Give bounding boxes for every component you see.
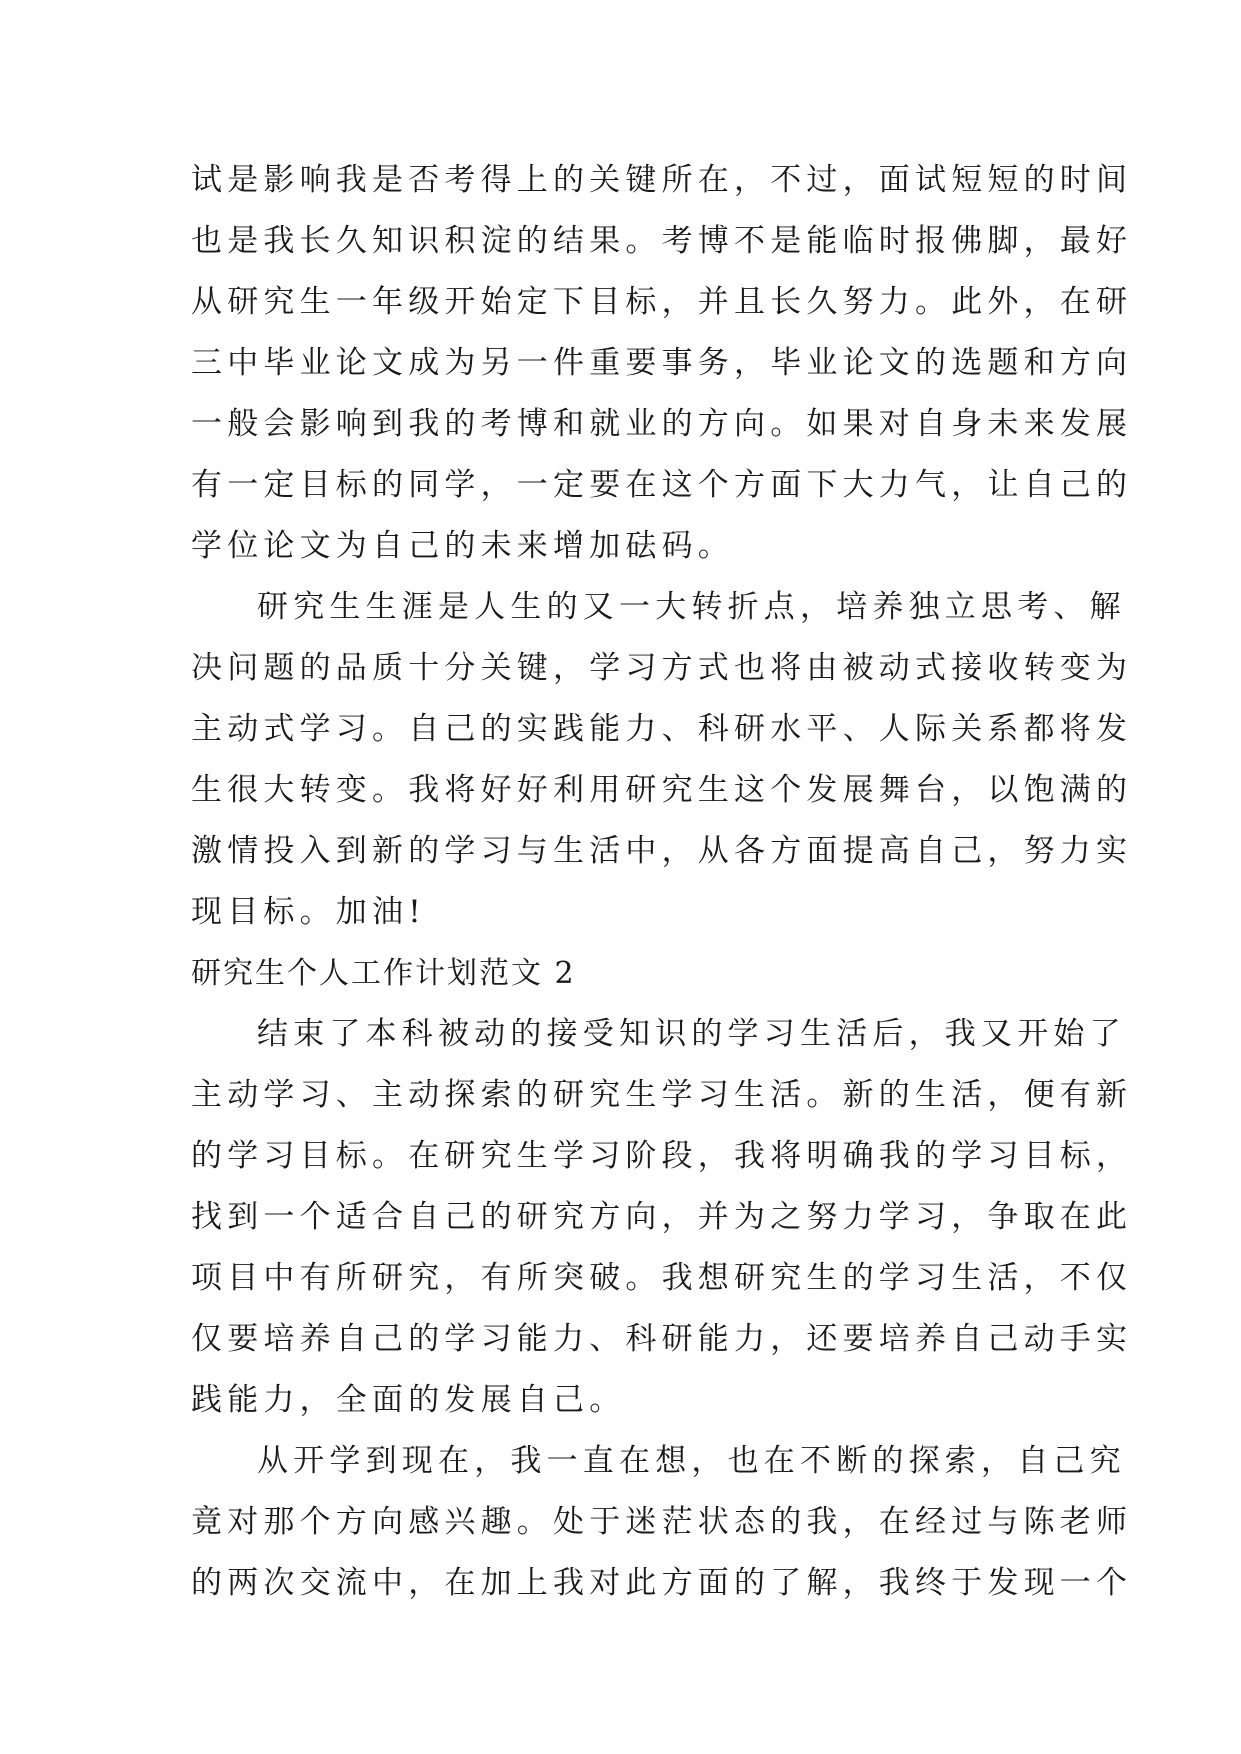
paragraph-first-line: 结束了本科被动的接受知识的学习生活后，我又开始了	[257, 1016, 1126, 1052]
text-line: 的两次交流中，在加上我对此方面的了解，我终于发现一个	[191, 1565, 1133, 1601]
paragraph-first-line: 从开学到现在，我一直在想，也在不断的探索，自己究	[257, 1443, 1126, 1479]
text-line: 有一定目标的同学，一定要在这个方面下大力气，让自己的	[191, 467, 1133, 503]
text-line: 的学习目标。在研究生学习阶段，我将明确我的学习目标，	[191, 1138, 1133, 1174]
text-line: 也是我长久知识积淀的结果。考博不是能临时报佛脚，最好	[191, 223, 1133, 259]
text-line: 现目标。加油!	[191, 894, 426, 930]
text-line: 一般会影响到我的考博和就业的方向。如果对自身未来发展	[191, 406, 1133, 442]
text-line: 主动学习、主动探索的研究生学习生活。新的生活，便有新	[191, 1077, 1133, 1113]
paragraph-first-line: 研究生生涯是人生的又一大转折点，培养独立思考、解	[257, 589, 1126, 625]
text-line: 三中毕业论文成为另一件重要事务，毕业论文的选题和方向	[191, 345, 1133, 381]
document-body	[191, 150, 1133, 1614]
text-line: 主动式学习。自己的实践能力、科研水平、人际关系都将发	[191, 711, 1133, 747]
text-line: 从研究生一年级开始定下目标，并且长久努力。此外，在研	[191, 284, 1133, 320]
text-line: 决问题的品质十分关键，学习方式也将由被动式接收转变为	[191, 650, 1133, 686]
text-line: 项目中有所研究，有所突破。我想研究生的学习生活，不仅	[191, 1260, 1133, 1296]
text-line: 践能力，全面的发展自己。	[191, 1382, 626, 1418]
text-line: 试是影响我是否考得上的关键所在，不过，面试短短的时间	[191, 162, 1133, 198]
section-heading: 研究生个人工作计划范文 2	[191, 956, 576, 991]
text-line: 找到一个适合自己的研究方向，并为之努力学习，争取在此	[191, 1199, 1133, 1235]
text-line: 学位论文为自己的未来增加砝码。	[191, 528, 734, 564]
text-line: 激情投入到新的学习与生活中，从各方面提高自己，努力实	[191, 833, 1133, 869]
text-line: 生很大转变。我将好好利用研究生这个发展舞台，以饱满的	[191, 772, 1133, 808]
text-line: 仅要培养自己的学习能力、科研能力，还要培养自己动手实	[191, 1321, 1133, 1357]
text-line: 竟对那个方向感兴趣。处于迷茫状态的我，在经过与陈老师	[191, 1504, 1133, 1540]
